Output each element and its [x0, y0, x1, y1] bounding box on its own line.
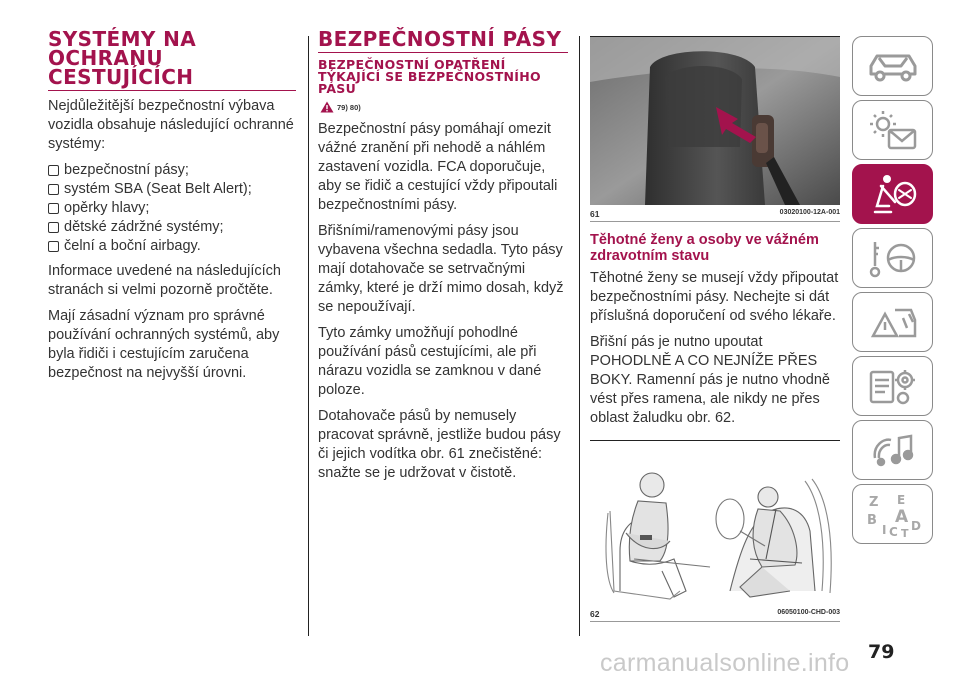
- svg-text:D: D: [910, 519, 921, 533]
- tab-emergency[interactable]: [852, 292, 933, 352]
- subheading-seat-belt-precautions: BEZPEČNOSTNÍ OPATŘENÍ TÝKAJÍCÍ SE BEZPEČNOSTNÍHO PÁSU: [318, 57, 541, 96]
- svg-text:E: E: [896, 493, 905, 507]
- section-heading-seat-belts: BEZPEČNOSTNÍ PÁSY: [318, 30, 568, 53]
- column-seat-belts: [318, 27, 568, 490]
- checkbox-bullet-icon: [48, 184, 59, 195]
- checkbox-bullet-icon: [48, 165, 59, 176]
- warning-reference: [320, 101, 568, 113]
- intro-paragraph: Nejdůležitější bezpečnostní výbava vozidla obsahuje následující ochranné systémy:: [48, 98, 294, 152]
- list-item: bezpečnostní pásy;: [48, 161, 296, 180]
- key-steering-wheel-icon: [865, 236, 921, 280]
- paragraph: Těhotné ženy se musejí vždy připoutat bezpečnostními pásy. Nechejte si dát příslušná doporučení od svého lékaře.: [590, 270, 839, 324]
- maintenance-gears-icon: [865, 364, 921, 408]
- figure-61: [590, 36, 840, 222]
- list-item: systém SBA (Seat Belt Alert);: [48, 180, 296, 199]
- watermark: carmanualsonline.info: [600, 649, 850, 677]
- section-heading-occupant-protection: SYSTÉMY NA OCHRANU CESTUJÍCÍCH: [48, 30, 296, 91]
- paragraph: Bezpečnostní pásy pomáhají omezit vážné zranění při nehodě a náhlém zastavení vozidla. FCA doporučuje, aby se řidič a cestující vždy připoutali bezpečnostními pásy.: [318, 121, 558, 213]
- figure-62: [590, 440, 840, 622]
- airbag-seatbelt-icon: [865, 172, 921, 216]
- seat-belt-guide-photo: [590, 37, 840, 205]
- page-number: 79: [868, 641, 895, 663]
- figure-number: 61: [590, 209, 600, 219]
- svg-text:Z: Z: [868, 495, 878, 510]
- figure-code: 03020100-12A-001: [779, 209, 840, 216]
- svg-text:A: A: [894, 507, 908, 527]
- svg-text:T: T: [900, 527, 909, 538]
- subheading-pregnant-women: Těhotné ženy a osoby ve vážném zdravotním stavu: [590, 232, 819, 264]
- checkbox-bullet-icon: [48, 222, 59, 233]
- protection-systems-list: [48, 161, 296, 256]
- svg-text:C: C: [888, 525, 898, 538]
- figure-62-caption: [590, 609, 840, 622]
- tab-safety[interactable]: [852, 164, 933, 224]
- warning-lights-icon: [865, 108, 921, 152]
- paragraph: Dotahovače pásů by nemusely pracovat správně, jestliže budou pásy či jejich vodítka obr. 61 znečistěné: snažte se je udržovat v čistotě.: [318, 408, 561, 481]
- tab-dashboard-lights[interactable]: [852, 100, 933, 160]
- column-rule-2: [579, 36, 580, 636]
- paragraph: Tyto zámky umožňují pohodlné používání pásů cestujícími, ale při nárazu vozidla se zamknou v dané poloze.: [318, 325, 542, 398]
- list-item: dětské zádržné systémy;: [48, 218, 296, 237]
- multimedia-music-icon: [865, 428, 921, 472]
- tab-starting-driving[interactable]: [852, 228, 933, 288]
- figure-number: 62: [590, 609, 600, 619]
- column-occupant-protection: [48, 27, 296, 390]
- svg-text:I: I: [881, 523, 886, 537]
- checkbox-bullet-icon: [48, 203, 59, 214]
- tab-multimedia[interactable]: [852, 420, 933, 480]
- column-figures: [590, 36, 840, 622]
- warning-triangle-icon: [320, 101, 334, 113]
- paragraph: Břišními/ramenovými pásy jsou vybavena všechna sedadla. Tyto pásy mají dotahovače se setrvačnými zámky, které je drží mimo dosah, když se nepoužívají.: [318, 223, 564, 315]
- checkbox-bullet-icon: [48, 241, 59, 252]
- warning-triangle-icon: [865, 300, 921, 344]
- list-item: čelní a boční airbagy.: [48, 237, 296, 256]
- paragraph: Informace uvedené na následujících stranách si velmi pozorně pročtěte.: [48, 263, 281, 298]
- figure-61-caption: [590, 209, 840, 222]
- warning-refs: 79) 80): [337, 102, 361, 112]
- figure-code: 06050100-CHD-003: [777, 609, 840, 616]
- paragraph: Mají zásadní význam pro správné používání ochranných systémů, aby byla řidiči i cestujícím zaručena bezpečnost na nejvyšší úrovni.: [48, 308, 280, 381]
- pregnant-woman-belt-illustration: [590, 441, 840, 605]
- list-item: opěrky hlavy;: [48, 199, 296, 218]
- tab-vehicle[interactable]: [852, 36, 933, 96]
- car-icon: [865, 46, 921, 86]
- chapter-tabs: [852, 36, 933, 548]
- svg-text:B: B: [866, 513, 877, 528]
- alphabetical-index-icon: [861, 490, 925, 538]
- tab-index[interactable]: [852, 484, 933, 544]
- tab-maintenance[interactable]: [852, 356, 933, 416]
- column-rule-1: [308, 36, 309, 636]
- paragraph: Břišní pás je nutno upoutat POHODLNĚ A CO NEJNÍŽE PŘES BOKY. Ramenní pás je nutno vhodně vést přes ramena, ale nikdy ne přes oblast žaludku obr. 62.: [590, 334, 830, 426]
